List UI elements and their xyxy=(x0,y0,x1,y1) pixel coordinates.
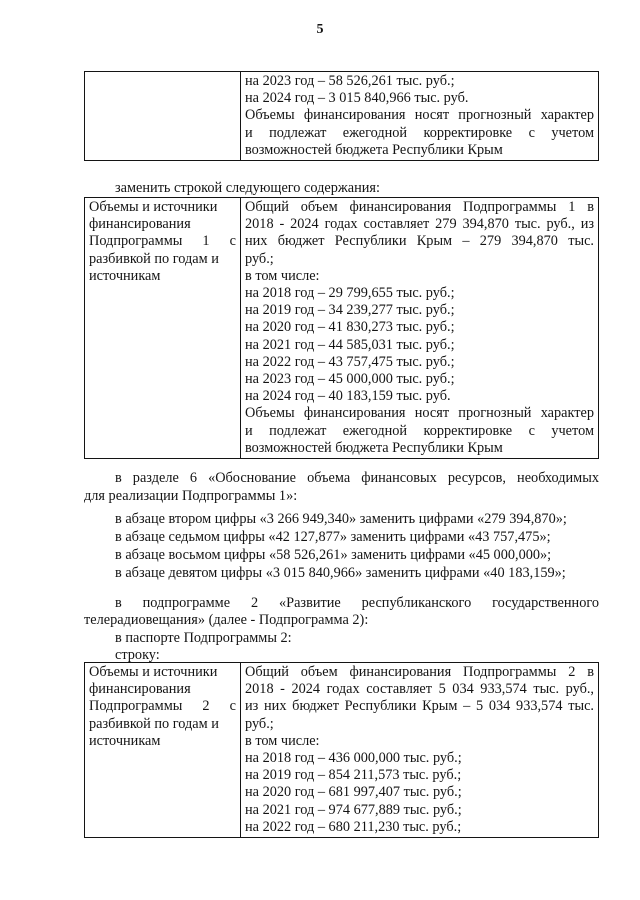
table-line: на 2023 год – 45 000,000 тыс. руб.; xyxy=(245,371,455,388)
table-left-cell xyxy=(85,663,241,838)
table-line: руб.; xyxy=(245,715,274,732)
table-line: Объемы и источники xyxy=(89,199,218,215)
table-line: на 2018 год – 29 799,655 тыс. руб.; xyxy=(245,285,455,302)
section6-line-1: в разделе 6 «Обоснование объема финансовых ресурсов, необходимых xyxy=(115,470,599,486)
table-line: на 2020 год – 681 997,407 тыс. руб.; xyxy=(245,784,462,801)
page-number: 5 xyxy=(316,22,324,37)
table-line: разбивкой по годам и xyxy=(89,250,219,267)
table-line: на 2018 год – 436 000,000 тыс. руб.; xyxy=(245,750,462,767)
table-line: на 2024 год – 40 183,159 тыс. руб. xyxy=(245,388,451,405)
table-line: и подлежат ежегодной корректировке с учетом xyxy=(245,124,594,141)
table-right-cell xyxy=(241,72,599,161)
table-line: руб.; xyxy=(245,250,274,267)
table-line: Объемы финансирования носят прогнозный характер xyxy=(245,107,594,124)
table-line: возможностей бюджета Республики Крым xyxy=(245,141,503,158)
table-line: из них бюджет Республики Крым – 5 034 933,574 тыс. xyxy=(245,698,594,715)
table-line: на 2019 год – 854 211,573 тыс. руб.; xyxy=(245,767,462,784)
subprogram2-line-1: в подпрограмме 2 «Развитие республиканского государственного xyxy=(115,595,599,611)
table-line: в том числе: xyxy=(245,732,320,749)
section6-item: в абзаце девятом цифры «3 015 840,966» заменить цифрами «40 183,159»; xyxy=(115,565,566,581)
table-line: Объемы и источники xyxy=(89,664,218,680)
table-line: на 2021 год – 44 585,031 тыс. руб.; xyxy=(245,336,455,353)
table-row xyxy=(85,663,599,838)
table-line: Общий объем финансирования Подпрограммы 1 в xyxy=(245,199,594,215)
replace-intro-text: заменить строкой следующего содержания: xyxy=(115,180,380,196)
table-left-cell-empty xyxy=(85,72,241,161)
table-row xyxy=(85,72,599,161)
table-right-cell xyxy=(241,198,599,459)
table-line: возможностей бюджета Республики Крым xyxy=(245,439,503,456)
passport-text: в паспорте Подпрограммы 2: xyxy=(115,630,292,646)
subprogram2-line-2: телерадиовещания» (далее - Подпрограмма 2): xyxy=(84,612,369,628)
financing-table-subprogram-2 xyxy=(84,662,599,838)
table-line: Объемы финансирования носят прогнозный характер xyxy=(245,405,594,422)
table-line: Подпрограммы 1 с xyxy=(89,233,236,250)
table-line: на 2024 год – 3 015 840,966 тыс. руб. xyxy=(245,90,469,107)
financing-table-subprogram-1 xyxy=(84,197,599,459)
table-line: в том числе: xyxy=(245,267,320,284)
table-line: разбивкой по годам и xyxy=(89,715,219,732)
table-line: на 2019 год – 34 239,277 тыс. руб.; xyxy=(245,302,455,319)
section6-item: в абзаце втором цифры «3 266 949,340» заменить цифрами «279 394,870»; xyxy=(115,511,567,527)
table-left-cell xyxy=(85,198,241,459)
table-line: на 2022 год – 43 757,475 тыс. руб.; xyxy=(245,353,455,370)
table-line: Подпрограммы 2 с xyxy=(89,698,236,715)
financing-table-continuation xyxy=(84,71,599,161)
table-right-cell xyxy=(241,663,599,838)
table-line: на 2022 год – 680 211,230 тыс. руб.; xyxy=(245,818,462,835)
table-line: них бюджет Республики Крым – 279 394,870 тыс. xyxy=(245,233,594,250)
table-line: источникам xyxy=(89,732,161,749)
table-line: финансирования xyxy=(89,681,191,698)
table-line: на 2021 год – 974 677,889 тыс. руб.; xyxy=(245,801,462,818)
table-line: Общий объем финансирования Подпрограммы 2 в xyxy=(245,664,594,680)
table-line: 2018 - 2024 годах составляет 279 394,870 тыс. руб., из xyxy=(245,216,594,233)
table-line: и подлежат ежегодной корректировке с учетом xyxy=(245,422,594,439)
section6-item: в абзаце восьмом цифры «58 526,261» заменить цифрами «45 000,000»; xyxy=(115,547,552,563)
row-word-text: строку: xyxy=(115,647,160,663)
table-row xyxy=(85,198,599,459)
section6-line-2: для реализации Подпрограммы 1»: xyxy=(84,488,298,504)
table-line: на 2023 год – 58 526,261 тыс. руб.; xyxy=(245,73,455,89)
table-line: источникам xyxy=(89,267,161,284)
section6-item: в абзаце седьмом цифры «42 127,877» заменить цифрами «43 757,475»; xyxy=(115,529,551,545)
table-line: финансирования xyxy=(89,216,191,233)
table-line: 2018 - 2024 годах составляет 5 034 933,574 тыс. руб., xyxy=(245,681,594,698)
table-line: на 2020 год – 41 830,273 тыс. руб.; xyxy=(245,319,455,336)
